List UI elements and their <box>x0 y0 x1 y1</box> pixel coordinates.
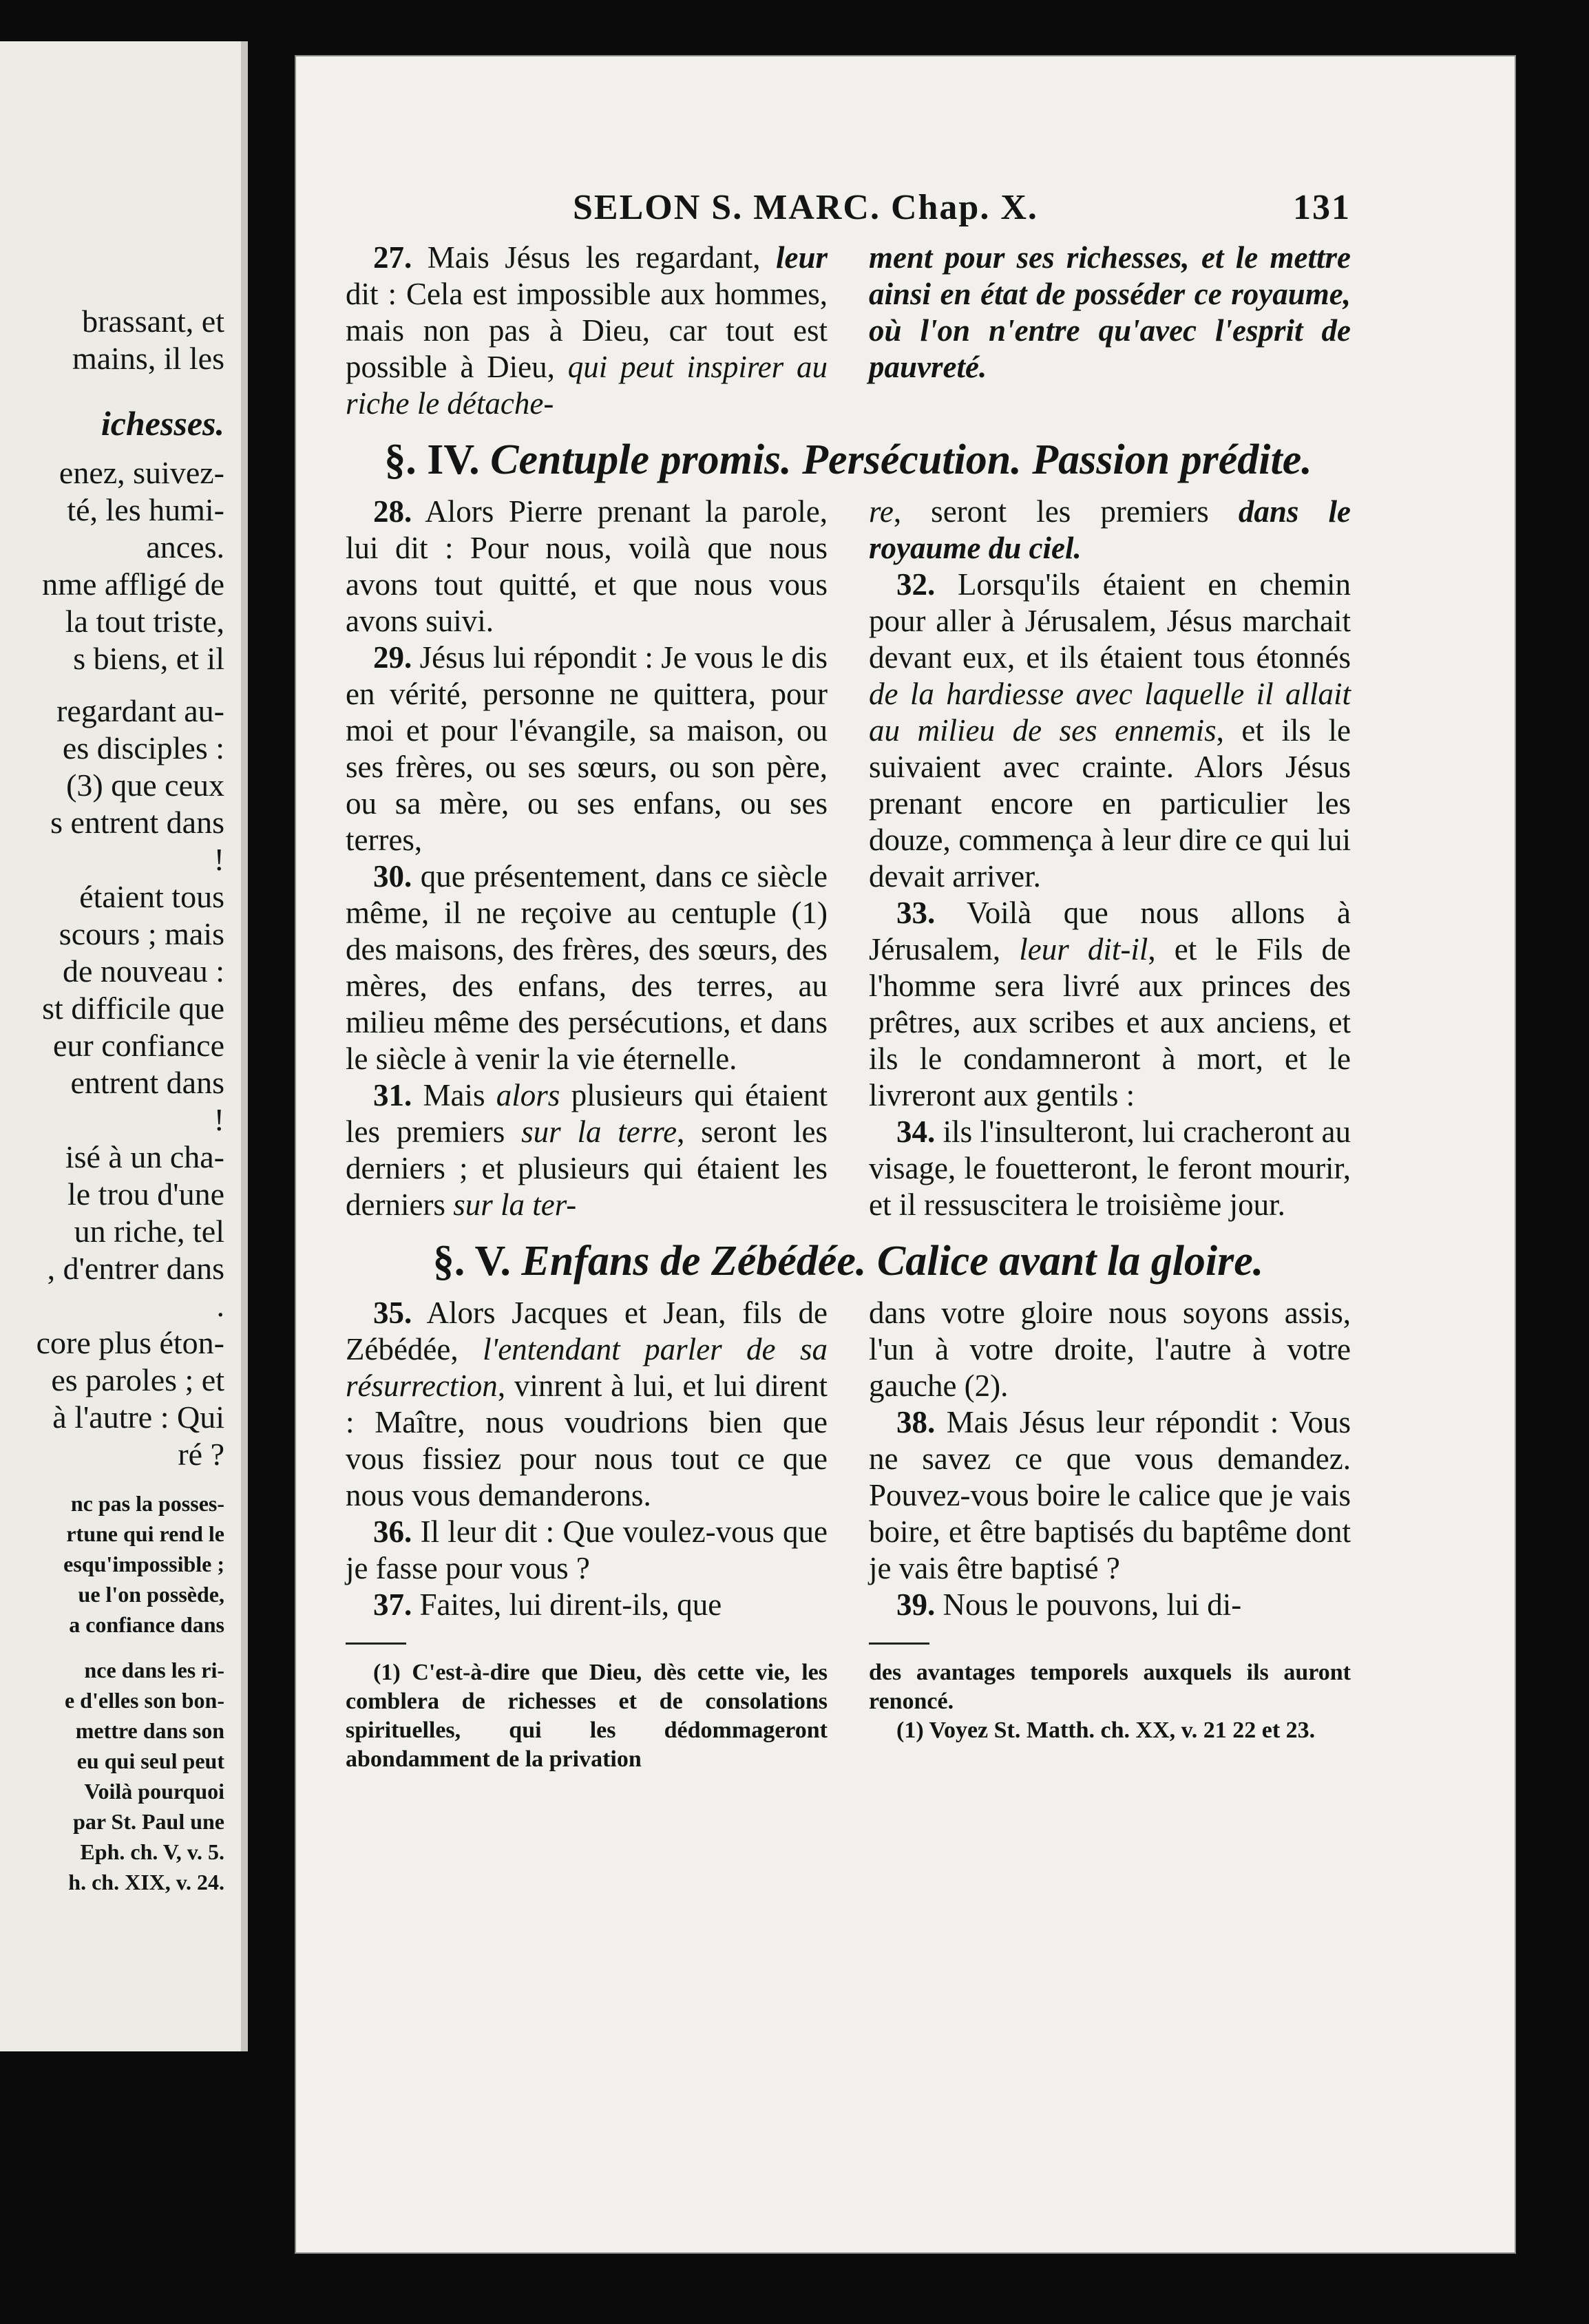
left-page-line: brassant, et <box>82 304 224 339</box>
left-page-line: s biens, et il <box>73 641 224 676</box>
section-title: Enfans de Zébédée. Calice avant la gloire. <box>521 1238 1264 1285</box>
section-label: §. V. <box>432 1238 511 1285</box>
column-left <box>346 1295 828 1623</box>
left-page-line: nc pas la posses- <box>70 1491 224 1516</box>
verse-39 <box>869 1587 1351 1623</box>
verse-text: Mais Jésus les regardant, <box>412 240 776 275</box>
left-page-line <box>0 377 234 392</box>
left-page-line: étaient tous <box>79 879 224 914</box>
verse-30 <box>346 858 828 1077</box>
verse-text: dit : Cela est impossible aux hommes, mais non pas à Dieu, car tout est possible à Dieu, <box>346 277 828 384</box>
verse-text: Voilà que nous allons à Jérusalem, <box>869 896 1351 966</box>
page-edge <box>241 41 248 2051</box>
book-page <box>296 56 1515 2252</box>
left-page-line: , d'entrer dans <box>47 1251 224 1286</box>
left-page-line: enez, suivez- <box>59 455 224 490</box>
left-page-line: s entrent dans <box>50 805 224 840</box>
running-head <box>346 187 1351 240</box>
left-page-line <box>0 1473 234 1488</box>
left-page-line: ichesses. <box>101 404 224 443</box>
verse-text: , et le Fils de l'homme sera livré aux princes des prêtres, aux scribes et aux anciens, et ils le condamneront à mort, et le livreront aux gentils : <box>869 932 1351 1112</box>
left-page-line: té, les humi- <box>67 492 224 527</box>
column-right <box>869 494 1351 1223</box>
verse-32 <box>869 567 1351 895</box>
left-page-line: ue l'on possède, <box>78 1582 224 1607</box>
running-head-title: SELON S. MARC. Chap. X. <box>573 188 1038 227</box>
column-right <box>869 1295 1351 1623</box>
left-page-line: ! <box>213 1102 224 1137</box>
verse-text: dans votre gloire nous soyons assis, l'un à votre droite, l'autre à votre gauche (2). <box>869 1296 1351 1403</box>
section-title: Centuple promis. Persécution. Passion prédite. <box>490 436 1312 483</box>
page-content <box>346 187 1351 1774</box>
left-page-line <box>0 1640 234 1655</box>
left-page-line: rtune qui rend le <box>66 1521 224 1546</box>
left-page-line: . <box>216 1288 224 1323</box>
verse-number: 28. <box>373 494 412 529</box>
verse-31-continued <box>869 494 1351 567</box>
left-page-line: es paroles ; et <box>51 1362 224 1397</box>
verse-number: 39. <box>896 1587 936 1622</box>
verse-text: Il leur dit : Que voulez-vous que je fasse pour vous ? <box>346 1514 828 1585</box>
verse-27 <box>346 240 828 422</box>
verse-text-italic: sur la terre <box>521 1115 677 1149</box>
verse-28 <box>346 494 828 640</box>
column-right <box>869 240 1351 422</box>
verse-text-italic: qui peut inspirer au riche le détache- <box>346 350 828 421</box>
left-page-line <box>0 677 234 693</box>
left-page-text <box>0 303 234 1897</box>
section-label: §. IV. <box>384 436 480 483</box>
left-page-line: st difficile que <box>42 991 224 1026</box>
left-page-line: nme affligé de <box>42 567 224 602</box>
verse-38 <box>869 1404 1351 1587</box>
section-heading-5 <box>346 1237 1351 1285</box>
verse-number: 33. <box>896 896 936 930</box>
verse-number: 31. <box>373 1078 412 1112</box>
verse-27-continued <box>869 240 1351 385</box>
left-page-line: (3) que ceux <box>66 768 224 803</box>
footnote-1: (1) C'est-à-dire que Dieu, dès cette vie, les comblera de richesses et de consolations spirituelles, qui les dédommageront abondamment de la privation <box>346 1660 828 1772</box>
verse-number: 32. <box>896 567 936 602</box>
verse-text-italic: sur la ter- <box>453 1187 577 1222</box>
left-page-line: la tout triste, <box>65 604 224 639</box>
verse-text-italic: re <box>869 494 894 529</box>
left-page-line: Eph. ch. V, v. 5. <box>80 1839 224 1864</box>
left-page-line: eu qui seul peut <box>76 1749 224 1773</box>
verse-text: Nous le pouvons, lui di- <box>935 1587 1242 1622</box>
left-page-line: e d'elles son bon- <box>64 1688 224 1713</box>
verse-37-continued <box>869 1295 1351 1404</box>
verse-36 <box>346 1514 828 1587</box>
left-page-line: a confiance dans <box>69 1612 224 1637</box>
column-left <box>346 240 828 422</box>
verse-text: Mais <box>412 1078 496 1112</box>
verse-number: 30. <box>373 859 412 894</box>
text-block-2 <box>346 494 1351 1223</box>
left-page-line: regardant au- <box>56 693 224 728</box>
page-number: 131 <box>1293 188 1351 227</box>
left-page-line: Voilà pourquoi <box>84 1779 224 1804</box>
verse-number: 27. <box>373 240 412 275</box>
left-page-line: mains, il les <box>72 341 224 376</box>
verse-text: plusieurs qui étaient les premiers <box>346 1078 828 1149</box>
verse-number: 29. <box>373 640 412 675</box>
verse-number: 36. <box>373 1514 412 1549</box>
left-page-line: à l'autre : Qui <box>52 1399 224 1435</box>
verse-31 <box>346 1077 828 1223</box>
verse-text: , vinrent à lui, et lui dirent : Maître, nous voudrions bien que vous fissiez pour nous tout ce que nous vous demanderons. <box>346 1369 828 1512</box>
footnote-2: (1) Voyez St. Matth. ch. XX, v. 21 22 et 23. <box>896 1718 1316 1743</box>
left-page-line: h. ch. XIX, v. 24. <box>68 1870 224 1894</box>
left-page-line: eur confiance <box>52 1028 224 1063</box>
verse-text: Alors Jacques et Jean, fils de Zébédée, <box>346 1296 828 1366</box>
left-page-line: mettre dans son <box>75 1718 224 1743</box>
verse-text: , seront les premiers <box>893 494 1239 529</box>
left-page-line: scours ; mais <box>59 916 224 951</box>
verse-37 <box>346 1587 828 1623</box>
left-page-line: par St. Paul une <box>73 1809 224 1834</box>
verse-text: Faites, lui dirent-ils, que <box>412 1587 722 1622</box>
footnote-column-right <box>869 1630 1351 1774</box>
verse-text-italic: leur dit-il <box>1019 932 1148 966</box>
verse-number: 38. <box>896 1405 936 1439</box>
verse-text-italic: dans le royaume du ciel. <box>869 494 1351 565</box>
section-heading-4 <box>346 436 1351 484</box>
left-page-line: ! <box>213 842 224 877</box>
verse-text: , seront les derniers ; et plusieurs qui étaient les derniers <box>346 1115 828 1222</box>
left-page-line: es disciples : <box>62 730 224 765</box>
left-page-line: le trou d'une <box>67 1176 224 1212</box>
verse-33 <box>869 895 1351 1114</box>
footnotes <box>346 1630 1351 1774</box>
verse-number: 35. <box>373 1296 412 1330</box>
left-page-line: esqu'impossible ; <box>63 1552 224 1576</box>
left-facing-page <box>0 41 248 2051</box>
footnote-column-left <box>346 1630 828 1774</box>
verse-text: Lorsqu'ils étaient en chemin pour aller à Jérusalem, Jésus marchait devant eux, et ils étaient tous étonnés <box>869 567 1351 675</box>
left-page-line: de nouveau : <box>62 953 224 989</box>
verse-text-italic: ment pour ses richesses, et le mettre ainsi en état de posséder ce royaume, où l'on n'entre qu'avec l'esprit de pauvreté. <box>869 240 1351 384</box>
verse-text: ils l'insulteront, lui cracheront au visage, le fouetteront, le feront mourir, et il ressuscitera le troisième jour. <box>869 1115 1351 1222</box>
verse-text: Alors Pierre prenant la parole, lui dit : Pour nous, voilà que nous avons tout quitté, et que nous vous avons suivi. <box>346 494 828 638</box>
verse-text: Jésus lui répondit : Je vous le dis en vérité, personne ne quittera, pour moi et pour l'évangile, sa maison, ou ses frères, ou ses sœurs, ou son père, ou sa mère, ou ses enfans, ou ses terres, <box>346 640 828 857</box>
left-page-line: ré ? <box>178 1437 224 1472</box>
footnote-rule <box>346 1642 406 1645</box>
left-page-line: ances. <box>146 529 224 564</box>
left-page-line: nce dans les ri- <box>84 1658 224 1682</box>
left-page-line: isé à un cha- <box>65 1139 224 1174</box>
verse-text: Mais Jésus leur répondit : Vous ne savez ce que vous demandez. Pouvez-vous boire le calice que je vais boire, et être baptisés du baptême dont je vais être baptisé ? <box>869 1405 1351 1585</box>
verse-text-italic: de la hardiesse avec laquelle il allait au milieu de ses ennemis <box>869 677 1351 748</box>
verse-34 <box>869 1114 1351 1223</box>
verse-text-italic: alors <box>496 1078 560 1112</box>
verse-text-italic: leur <box>775 240 828 275</box>
text-block-3 <box>346 1295 1351 1623</box>
verse-text: que présentement, dans ce siècle même, il ne reçoive au centuple (1) des maisons, des frères, des sœurs, des mères, des enfans, des terres, au milieu même des persécutions, et dans le siècle à venir la vie éternelle. <box>346 859 828 1076</box>
left-page-line: entrent dans <box>70 1065 224 1100</box>
footnote-rule <box>869 1642 929 1645</box>
footnote-1-continued: des avantages temporels auxquels ils auront renoncé. <box>869 1660 1351 1714</box>
verse-35 <box>346 1295 828 1514</box>
verse-number: 37. <box>373 1587 412 1622</box>
column-left <box>346 494 828 1223</box>
verse-number: 34. <box>896 1115 936 1149</box>
text-block-1 <box>346 240 1351 422</box>
verse-29 <box>346 640 828 858</box>
verse-text-italic: l'entendant parler de sa résurrection <box>346 1332 828 1403</box>
left-page-line: core plus éton- <box>36 1325 224 1360</box>
verse-text: , et ils le suivaient avec crainte. Alors Jésus prenant encore en particulier les douze, commença à leur dire ce qui lui devait arriver. <box>869 713 1351 894</box>
left-page-line: un riche, tel <box>74 1214 224 1249</box>
